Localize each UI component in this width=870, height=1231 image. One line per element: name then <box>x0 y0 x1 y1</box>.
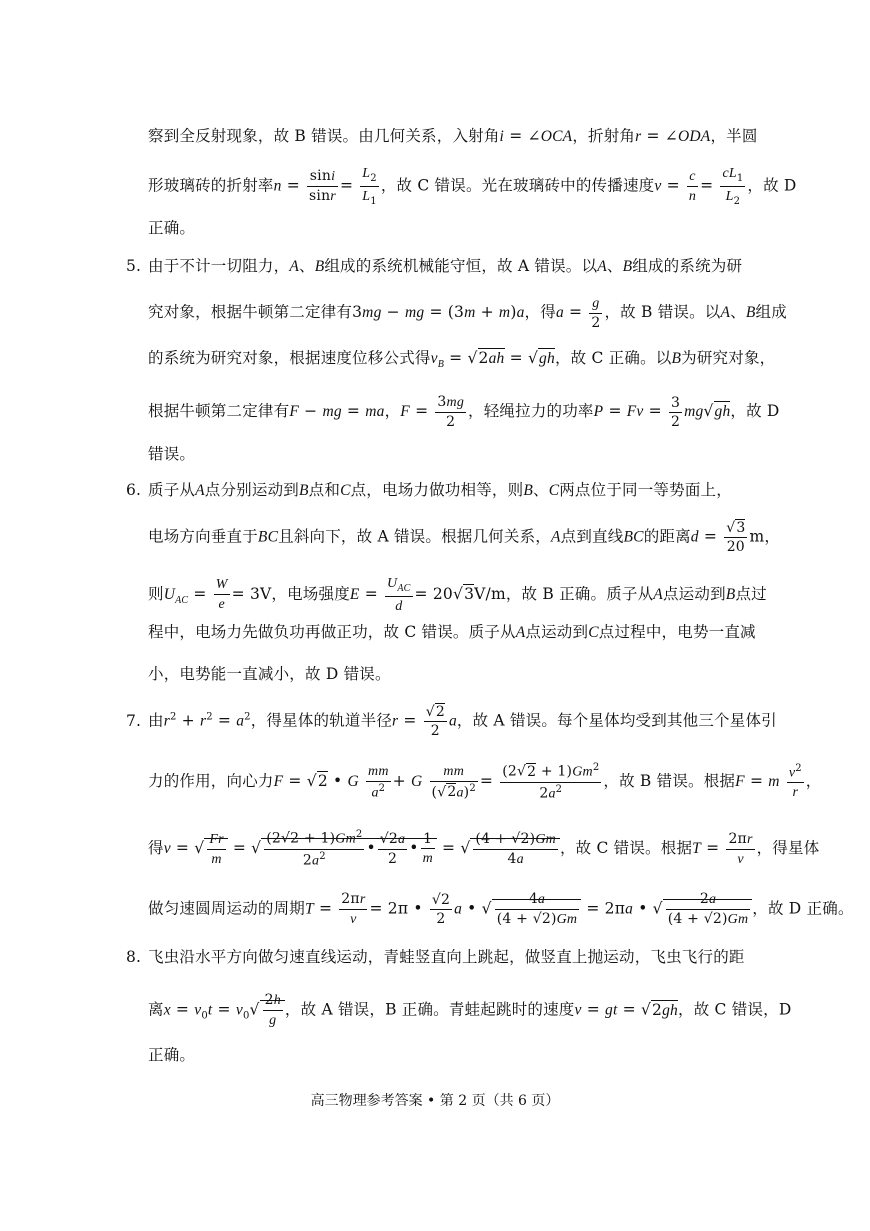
q7-line-3: 得v = √ $\frac{Fr}{m}$ = √ $\frac{(2√2 + 1)Gm^2}{2a^2}$ • $\frac{√2a}{2}$ • $\frac{1}{m}$ = √ $\frac{(4 + √2)Gm}{4a}$ ，故 C 错误。根据T = $\frac{2\pi r}{v}$ ，得星体 <box>148 829 820 869</box>
q4-line-3: 正确。 <box>148 219 196 237</box>
page-footer: 高三物理参考答案 • 第 2 页（共 6 页） <box>310 1093 560 1109</box>
q7-line-1: 7. 由$r^2 + r^2 = a^2$，得星体的轨道半径r = $\frac{√2}{2}$ a，故 A 错误。每个星体均受到其他三个星体引 <box>126 704 777 739</box>
q8-line-3: 正确。 <box>148 1046 196 1064</box>
q6-line-4: 程中，电场力先做负功再做正功，故 C 错误。质子从A点运动到C点过程中，电势一直减 <box>148 623 756 641</box>
q8-line-2: 离$x = v_0t = v_0√$ $\frac{2h}{g}$ ，故 A 错误，B 正确。青蛙起跳时的速度v = gt = √2gh，故 C 错误，D <box>148 992 792 1028</box>
q6-line-3: 则$U_{AC}$ = $\frac{W}{e}$ = 3V，电场强度E = $\frac{U_{AC}}{d}$ = 20√3V/m，故 B 正确。质子从A点运动到B点过 <box>148 576 767 614</box>
q7-line-4: 做匀速圆周运动的周期T = $\frac{2\pi r}{v}$ = 2π • $\frac{√2}{2}$ a • √ $\frac{4a}{(4 + √2)Gm}$ = 2πa • √ $\frac{2a}{(4 + √2)Gm}$ ，故 D 正确。 <box>148 891 854 927</box>
q6-line-2: 电场方向垂直于BC且斜向下，故 A 错误。根据几何关系，A点到直线BC的距离d = $\frac{√3}{20}$ m， <box>148 520 781 555</box>
q8-line-1: 8. 飞虫沿水平方向做匀速直线运动，青蛙竖直向上跳起，做竖直上抛运动，飞虫飞行的距 <box>126 948 745 966</box>
q5-line-4: 根据牛顿第二定律有F − mg = ma，F = $\frac{3mg}{2}$ ，轻绳拉力的功率P = Fv = $\frac{3}{2}$ mg√gh，故 D <box>148 394 780 430</box>
q4-line-1: 察到全反射现象，故 B 错误。由几何关系，入射角i = ∠OCA，折射角r = ∠ODA，半圆 <box>148 127 758 145</box>
q5-line-2: 究对象，根据牛顿第二定律有3mg − mg = (3m + m)a，得a = $\frac{g}{2}$ ，故 B 错误。以A、B组成 <box>148 296 787 331</box>
q5-line-3: 的系统为研究对象，根据速度位移公式得$v_B = √2ah = √gh$，故 C 正确。以B为研究对象， <box>148 349 776 371</box>
q5-line-1: 5. 由于不计一切阻力，A、B组成的系统机械能守恒，故 A 错误。以A、B组成的系统为研 <box>126 257 743 275</box>
q7-line-2: 力的作用，向心力F = √2 • G $\frac{mm}{a^2}$ + G $\frac{mm}{(√2a)^2}$ = $\frac{(2√2 + 1)Gm^2}{2a^2}$ ，故 B 错误。根据F = m $\frac{v^2}{r}$ ， <box>148 762 822 802</box>
q5-line-5: 错误。 <box>148 445 196 463</box>
q6-line-5: 小，电势能一直减小，故 D 错误。 <box>148 665 391 683</box>
q4-line-2: 形玻璃砖的折射率n = $\frac{\sin i}{\sin r}$ = $\frac{L_2}{L_1}$ ，故 C 错误。光在玻璃砖中的传播速度v = $\frac{c}{n}$ = $\frac{cL_1}{L_2}$ ，故 D <box>148 166 797 207</box>
q6-line-1: 6. 质子从A点分别运动到B点和C点，电场力做功相等，则B、C两点位于同一等势面上， <box>126 481 732 499</box>
